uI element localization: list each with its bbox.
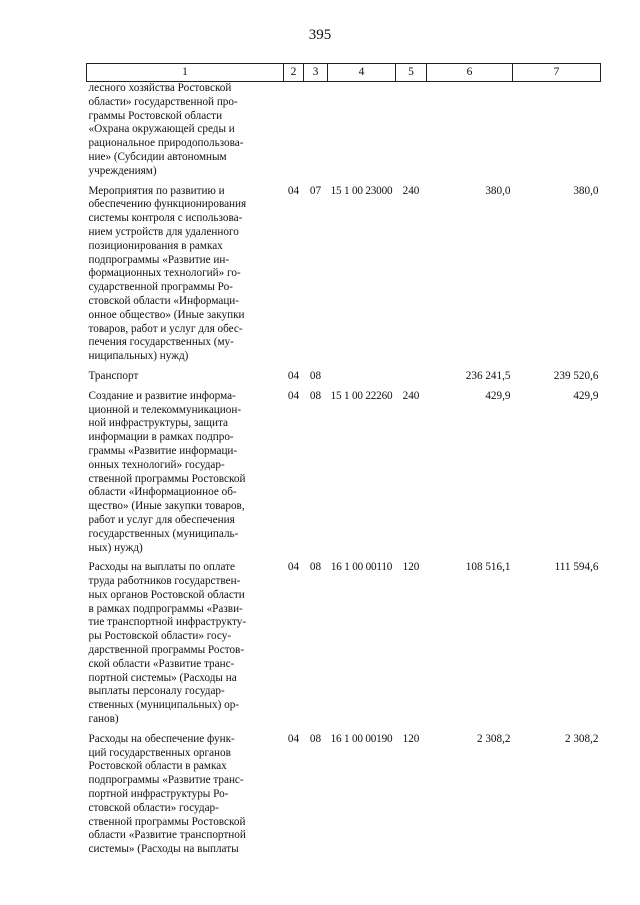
item-name-cell (87, 179, 284, 364)
expense-type-cell: 240 (402, 184, 420, 197)
item-name-line: подпрограммы «Развитие ин- (88, 253, 230, 266)
item-name-line: Расходы на обеспечение функ- (88, 732, 235, 745)
item-name-line: подпрограммы «Развитие транс- (88, 774, 244, 787)
item-name-line: ние» (Субсидии автономным (88, 150, 227, 163)
header-cell: 6 (427, 64, 513, 82)
amount-year2-cell: 239 520,6 (553, 369, 599, 382)
item-name-line: позиционирования в рамках (88, 239, 223, 252)
item-name-line: системы» (Расходы на выплаты (88, 843, 239, 856)
subsection-code-cell: 07 (309, 184, 322, 197)
item-name-line: ственной программы Ростовской (88, 815, 246, 828)
item-name-line: учреждениям) (88, 164, 157, 177)
item-name-line: Создание и развитие информа- (88, 389, 236, 402)
item-name-line: стовской области «Информаци- (88, 294, 240, 307)
amount-year2-cell: 429,9 (573, 389, 599, 402)
item-name-line: нием устройств для удаленного (88, 225, 239, 238)
header-row (87, 64, 601, 82)
item-name-cell (87, 555, 284, 727)
item-name-line: в рамках подпрограммы «Разви- (88, 602, 243, 615)
item-name-line: Ростовской области в рамках (88, 760, 227, 773)
amount-year1-cell: 2 308,2 (476, 732, 511, 745)
subsection-code-cell (304, 82, 328, 179)
amount-year1-cell: 429,9 (485, 389, 511, 402)
item-name-line: области «Информационное об- (88, 486, 237, 499)
item-name-line: формационных технологий» го- (88, 267, 241, 280)
expense-type-cell: 120 (402, 732, 420, 745)
item-name-line: товаров, работ и услуг для обес- (88, 322, 243, 335)
section-code-cell: 04 (287, 369, 300, 382)
item-name-line: щество» (Иные закупки товаров, (88, 500, 245, 513)
item-name-line: ниципальных) нужд) (88, 350, 189, 363)
item-name-line: портной системы» (Расходы на (88, 671, 237, 684)
amount-year2-cell: 111 594,6 (554, 561, 599, 574)
item-name-line: рациональное природопользова- (88, 137, 244, 150)
target-article-cell (328, 364, 396, 384)
item-name-line: портной инфраструктуры Ро- (88, 788, 229, 801)
header-cell: 1 (87, 64, 284, 82)
item-name-line: онных технологий» государ- (88, 458, 225, 471)
subsection-code-cell: 08 (309, 369, 322, 382)
amount-year1-cell: 236 241,5 (465, 369, 511, 382)
item-name-line: ственной программы Ростовской (88, 472, 246, 485)
amount-year2-cell: 380,0 (573, 184, 599, 197)
table-row (87, 82, 601, 179)
item-name-cell (87, 727, 284, 857)
item-name-line: стовской области» государ- (88, 801, 219, 814)
item-name-line: ных органов Ростовской области (88, 588, 245, 601)
item-name-line: граммы «Развитие информаци- (88, 444, 238, 457)
item-name-line: онное общество» (Иные закупки (88, 308, 245, 321)
header-cell: 3 (304, 64, 328, 82)
expense-type-cell (396, 364, 427, 384)
item-name-line: тие транспортной инфраструкту- (88, 616, 247, 629)
item-name-line: обеспечению функционирования (88, 198, 247, 211)
subsection-code-cell: 08 (309, 732, 322, 745)
amount-year2-cell (513, 82, 601, 179)
item-name-line: дарственной программы Ростов- (88, 644, 245, 657)
item-name-line: сударственной программы Ро- (88, 281, 233, 294)
target-article-cell: 16 1 00 00190 (330, 732, 393, 745)
item-name-cell (87, 82, 284, 179)
expense-type-cell: 240 (402, 389, 420, 402)
item-name-line: области «Развитие транспортной (88, 829, 246, 842)
item-name-line: информации в рамках подпро- (88, 431, 234, 444)
subsection-code-cell: 08 (309, 389, 322, 402)
section-code-cell: 04 (287, 561, 300, 574)
item-name-line: выплаты персоналу государ- (88, 685, 225, 698)
section-code-cell: 04 (287, 184, 300, 197)
item-name-line: ционной и телекоммуникацион- (88, 403, 242, 416)
header-cell: 4 (328, 64, 396, 82)
item-name-line: Транспорт (88, 369, 139, 382)
item-name-line: ганов) (88, 713, 119, 726)
amount-year1-cell: 380,0 (485, 184, 511, 197)
table-row (87, 364, 601, 384)
amount-year1-cell: 108 516,1 (465, 561, 511, 574)
target-article-cell: 16 1 00 00110 (330, 561, 393, 574)
amount-year2-cell: 2 308,2 (564, 732, 599, 745)
item-name-line: системы контроля с использова- (88, 212, 243, 225)
item-name-line: граммы Ростовской области (88, 109, 223, 122)
item-name-line: ций государственных органов (88, 746, 231, 759)
section-code-cell: 04 (287, 389, 300, 402)
item-name-line: печения государственных (му- (88, 336, 234, 349)
target-article-cell: 15 1 00 22260 (330, 389, 393, 402)
budget-table (86, 63, 601, 857)
header-cell: 2 (284, 64, 304, 82)
item-name-line: ственных (муниципальных) ор- (88, 699, 240, 712)
section-code-cell: 04 (287, 732, 300, 745)
item-name-line: ной инфраструктуры, защита (88, 417, 228, 430)
item-name-line: области» государственной про- (88, 95, 238, 108)
item-name-line: Мероприятия по развитию и (88, 184, 225, 197)
amount-year1-cell (427, 82, 513, 179)
item-name-line: труда работников государствен- (88, 575, 241, 588)
table-row (87, 179, 601, 364)
item-name-line: Расходы на выплаты по оплате (88, 561, 236, 574)
table-row (87, 384, 601, 556)
expense-type-cell (396, 82, 427, 179)
item-name-line: «Охрана окружающей среды и (88, 123, 235, 136)
target-article-cell: 15 1 00 23000 (330, 184, 393, 197)
header-cell: 5 (396, 64, 427, 82)
item-name-cell (87, 384, 284, 556)
item-name-cell (87, 364, 284, 384)
item-name-line: ных) нужд) (88, 541, 143, 554)
item-name-line: ской области «Развитие транс- (88, 657, 235, 670)
item-name-line: лесного хозяйства Ростовской (88, 82, 232, 94)
page-number: 395 (308, 27, 332, 43)
table-row (87, 555, 601, 727)
header-cell: 7 (513, 64, 601, 82)
item-name-line: государственных (муниципаль- (88, 527, 239, 540)
section-code-cell (284, 82, 304, 179)
table-row (87, 727, 601, 857)
item-name-line: работ и услуг для обеспечения (88, 513, 235, 526)
item-name-line: ры Ростовской области» госу- (88, 630, 232, 643)
target-article-cell (328, 82, 396, 179)
expense-type-cell: 120 (402, 561, 420, 574)
subsection-code-cell: 08 (309, 561, 322, 574)
